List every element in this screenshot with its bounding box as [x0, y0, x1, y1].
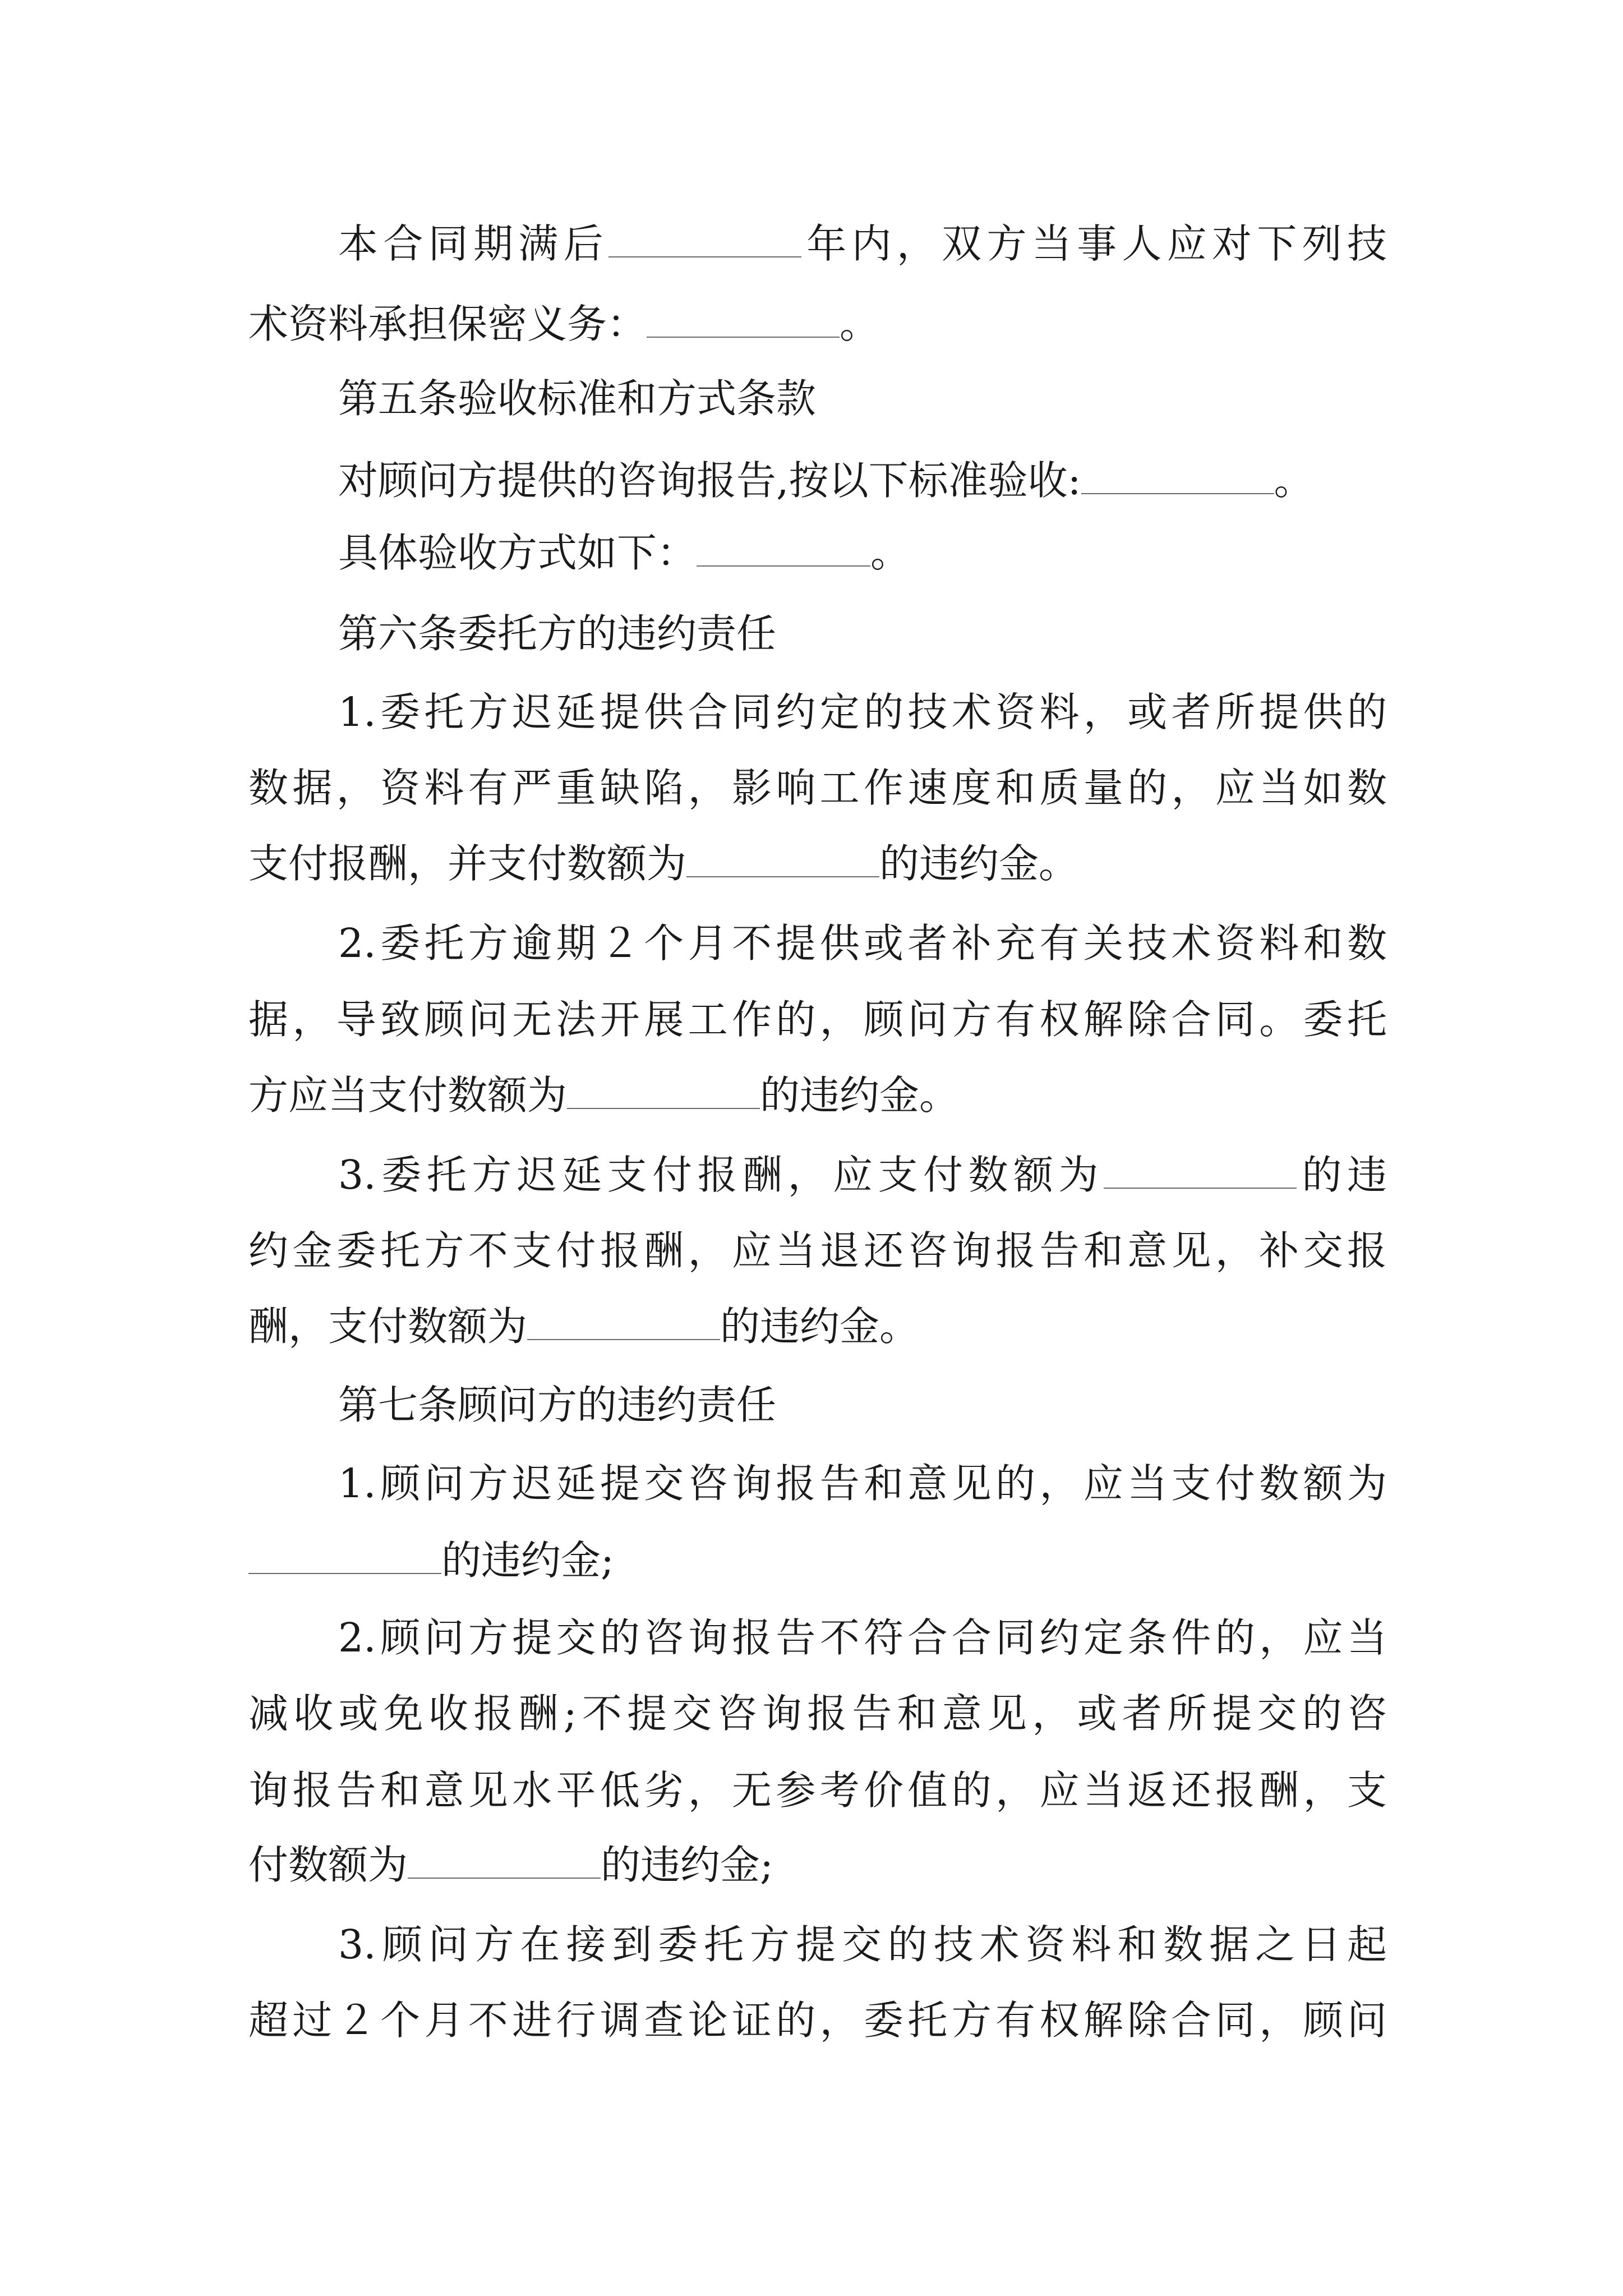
section-heading — [338, 600, 1387, 668]
text-line — [248, 1680, 1387, 1747]
fill-in-blank — [567, 1074, 760, 1109]
section-heading — [338, 1372, 1387, 1439]
text-line — [248, 1062, 1387, 1129]
fill-in-blank — [647, 303, 840, 338]
text-segment: 第七条顾问方的违约责任 — [338, 1382, 777, 1428]
text-line — [248, 830, 1387, 898]
text-segment: 方应当支付数额为 — [248, 1072, 568, 1119]
text-segment: 的违约金。 — [760, 1072, 960, 1119]
text-segment: 酬，支付数额为 — [248, 1303, 528, 1350]
text-segment: 超过２个月不进行调查论证的，委托方有权解除合同，顾问 — [248, 1997, 1387, 2044]
text-line — [248, 1987, 1387, 2054]
text-segment: 。 — [870, 530, 911, 576]
text-segment: 1.委托方迟延提供合同约定的技术资料，或者所提供的 — [338, 689, 1387, 735]
text-line — [248, 1757, 1387, 1824]
text-segment: 数据，资料有严重缺陷，影响工作速度和质量的，应当如数 — [248, 765, 1387, 811]
text-line — [338, 679, 1387, 746]
text-segment: 的违约金。 — [879, 840, 1079, 887]
text-segment: 询报告和意见水平低劣，无参考价值的，应当返还报酬，支 — [248, 1767, 1387, 1814]
text-line — [248, 986, 1387, 1053]
text-line — [338, 1450, 1387, 1517]
text-segment: 约金委托方不支付报酬，应当退还咨询报告和意见，补交报 — [248, 1227, 1387, 1274]
fill-in-blank — [527, 1305, 720, 1340]
text-segment: 本合同期满后 — [338, 220, 608, 267]
fill-in-blank — [1104, 1154, 1297, 1189]
text-segment: 的违约金; — [601, 1842, 773, 1888]
section-heading — [338, 365, 1387, 432]
text-line — [248, 754, 1387, 822]
text-line — [248, 1832, 1387, 1899]
text-segment: 。 — [840, 301, 880, 347]
text-line — [248, 1527, 1387, 1594]
text-line — [338, 1142, 1387, 1209]
text-segment: 的违约金。 — [720, 1303, 920, 1350]
text-segment: 。 — [1274, 457, 1314, 504]
text-segment: 第六条委托方的违约责任 — [338, 610, 777, 657]
text-segment: 3.委托方迟延支付报酬，应支付数额为 — [338, 1152, 1104, 1198]
text-line — [338, 447, 1387, 514]
text-segment: 术资料承担保密义务： — [248, 301, 647, 347]
text-segment: 减收或免收报酬;不提交咨询报告和意见，或者所提交的咨 — [248, 1690, 1387, 1737]
text-line — [248, 1217, 1387, 1285]
text-segment: 的违 — [1297, 1152, 1387, 1198]
text-segment: 2.顾问方提交的咨询报告不符合合同约定条件的，应当 — [338, 1614, 1387, 1661]
text-segment: 据，导致顾问无法开展工作的，顾问方有权解除合同。委托 — [248, 996, 1387, 1043]
text-segment: 的违约金; — [441, 1537, 614, 1584]
text-segment: 付数额为 — [248, 1842, 408, 1888]
fill-in-blank — [248, 1539, 441, 1574]
text-segment: 支付报酬，并支付数额为 — [248, 840, 687, 887]
text-line — [338, 210, 1387, 278]
text-segment: 3.顾问方在接到委托方提交的技术资料和数据之日起 — [338, 1921, 1387, 1968]
text-segment: 第五条验收标准和方式条款 — [338, 375, 817, 422]
text-segment: 年内，双方当事人应对下列技 — [801, 220, 1387, 267]
text-segment: 具体验收方式如下： — [338, 530, 697, 576]
fill-in-blank — [697, 532, 870, 567]
text-segment: 1.顾问方迟延提交咨询报告和意见的，应当支付数额为 — [338, 1460, 1387, 1507]
fill-in-blank — [408, 1844, 601, 1879]
fill-in-blank — [608, 223, 801, 257]
text-line — [338, 910, 1387, 977]
text-line — [338, 1911, 1387, 1978]
text-line — [248, 1293, 1387, 1360]
text-line — [338, 1604, 1387, 1672]
fill-in-blank — [686, 843, 879, 877]
text-segment: 2.委托方逾期２个月不提供或者补充有关技术资料和数 — [338, 920, 1387, 967]
text-line — [248, 291, 1387, 358]
text-segment: 对顾问方提供的咨询报告,按以下标准验收: — [338, 457, 1081, 504]
fill-in-blank — [1081, 459, 1274, 494]
text-line — [338, 519, 1387, 587]
